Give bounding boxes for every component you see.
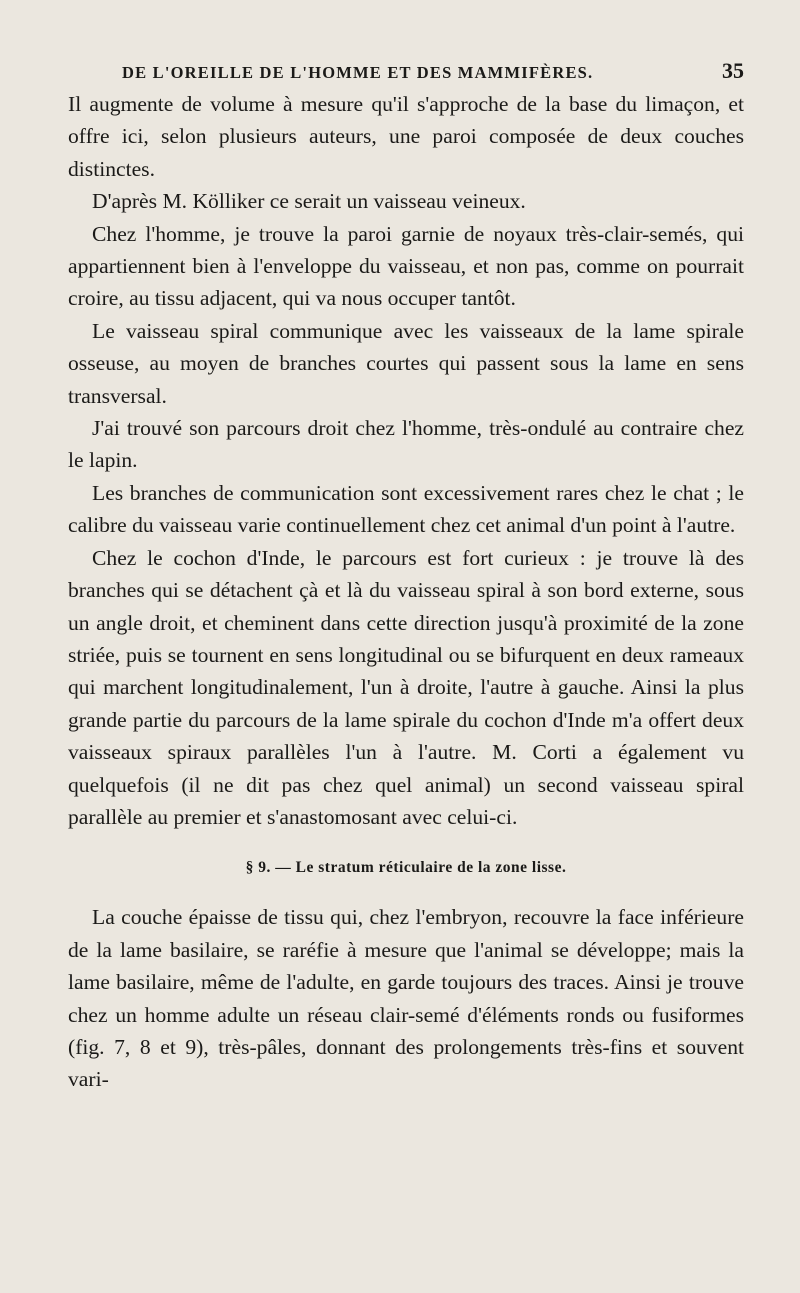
paragraph: Il augmente de volume à mesure qu'il s'approche de la base du limaçon, et offre ici, selon plusieurs auteurs, une paroi composée de deux couches distinctes. [68,92,744,181]
paragraph: Chez l'homme, je trouve la paroi garnie de noyaux très-clair-semés, qui appartiennent bien à l'enveloppe du vaisseau, et non pas, comme on pourrait croire, au tissu adjacent, qui va nous occuper tantôt. [68,221,744,311]
page-number: 35 [722,58,744,83]
paragraph: D'après M. Kölliker ce serait un vaisseau veineux. [92,189,526,214]
running-title: DE L'OREILLE DE L'HOMME ET DES MAMMIFÈRES. [122,63,594,82]
paragraph: Les branches de communication sont excessivement rares chez le chat ; le calibre du vaisseau varie continuellement chez cet animal d'un point à l'autre. [68,480,744,538]
paragraph: J'ai trouvé son parcours droit chez l'homme, très-ondulé au contraire chez le lapin. [68,416,744,473]
paragraph: Chez le cochon d'Inde, le parcours est fort curieux : je trouve là des branches qui se détachent çà et là du vaisseau spiral à son bord externe, sous un angle droit, et cheminent dans cette direction jusqu'à proximité de la zone striée, puis se tournent en sens longitudinal ou se bifurquent en deux rameaux qui marchent longitudinalement, l'un à droite, l'autre à gauche. Ainsi la plus grande partie du parcours de la lame spirale du cochon d'Inde m'a offert deux vaisseaux spiraux parallèles l'un à l'autre. M. Corti a également vu quelquefois (il ne dit pas chez quel animal) un second vaisseau spiral parallèle au premier et s'anastomosant avec celui-ci. [68,545,744,829]
section-heading: § 9. — Le stratum réticulaire de la zone lisse. [245,859,567,877]
paragraph: Le vaisseau spiral communique avec les vaisseaux de la lame spirale osseuse, au moyen de branches courtes qui passent sous la lame en sens transversal. [68,318,744,408]
body-text [68,88,744,1096]
running-head [122,58,744,84]
paragraph: La couche épaisse de tissu qui, chez l'embryon, recouvre la face inférieure de la lame basilaire, se raréfie à mesure que l'animal se développe; mais la lame basilaire, même de l'adulte, en garde toujours des traces. Ainsi je trouve chez un homme adulte un réseau clair-semé d'éléments ronds ou fusiformes (fig. 7, 8 et 9), très-pâles, donnant des prolongements très-fins et souvent vari- [68,905,744,1092]
